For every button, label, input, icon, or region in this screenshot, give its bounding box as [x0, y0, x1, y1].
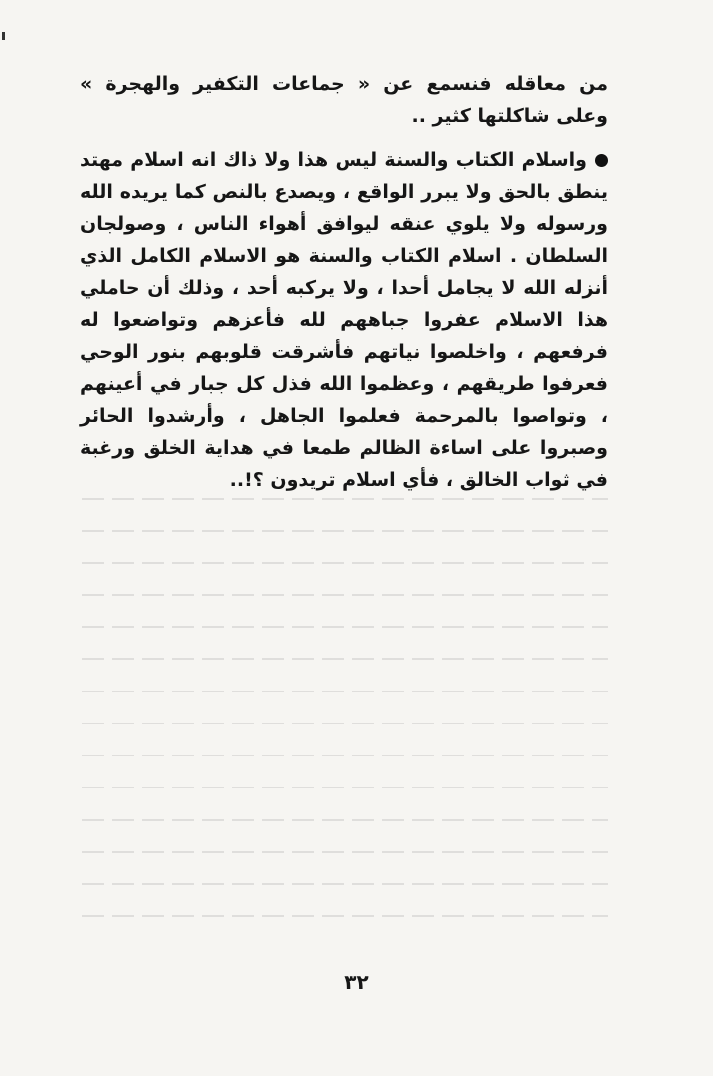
show-through-line [82, 915, 608, 917]
page-number: ٣٢ [344, 970, 369, 994]
intro-paragraph [80, 68, 608, 132]
show-through-line [82, 658, 608, 660]
intro-text: من معاقله فنسمع عن « جماعات التكفير والهجرة » وعلى شاكلتها كثير .. [80, 73, 608, 127]
show-through-line [82, 498, 608, 500]
main-paragraph-text: واسلام الكتاب والسنة ليس هذا ولا ذاك انه اسلام مهتد ينطق بالحق ولا يبرر الواقع ، ويصدع بالنص كما يريده الله ورسوله ولا يلوي عنقه ليوافق أهواء الناس ، وصولجان السلطان . اسلام الكتاب والسنة هو الاسلام الكامل الذي أنزله الله لا يجامل أحدا ، ولا يركبه أحد ، وذلك أن حاملي هذا الاسلام عفروا جباههم لله فأعزهم وتواضعوا له فرفعهم ، واخلصوا نياتهم فأشرقت قلوبهم بنور الوحي فعرفوا طريقهم ، وعظموا الله فذل كل جبار في أعينهم ، وتواصوا بالمرحمة فعلموا الجاهل ، وأرشدوا الحائر وصبروا على اساءة الظالم طمعا في هداية الخلق ورغبة في ثواب الخالق ، فأي اسلام تريدون ؟!.. [80, 149, 608, 491]
filled-circle-icon [595, 154, 608, 167]
show-through-line [82, 851, 608, 853]
show-through-line [82, 691, 608, 693]
show-through-line [82, 530, 608, 532]
main-paragraph [80, 144, 608, 496]
show-through-line [82, 883, 608, 885]
show-through-line [82, 723, 608, 725]
show-through-line [82, 562, 608, 564]
show-through-lines [82, 498, 608, 947]
show-through-line [82, 819, 608, 821]
show-through-line [82, 787, 608, 789]
show-through-line [82, 755, 608, 757]
show-through-line [82, 594, 608, 596]
scan-mark [2, 32, 5, 40]
show-through-line [82, 626, 608, 628]
